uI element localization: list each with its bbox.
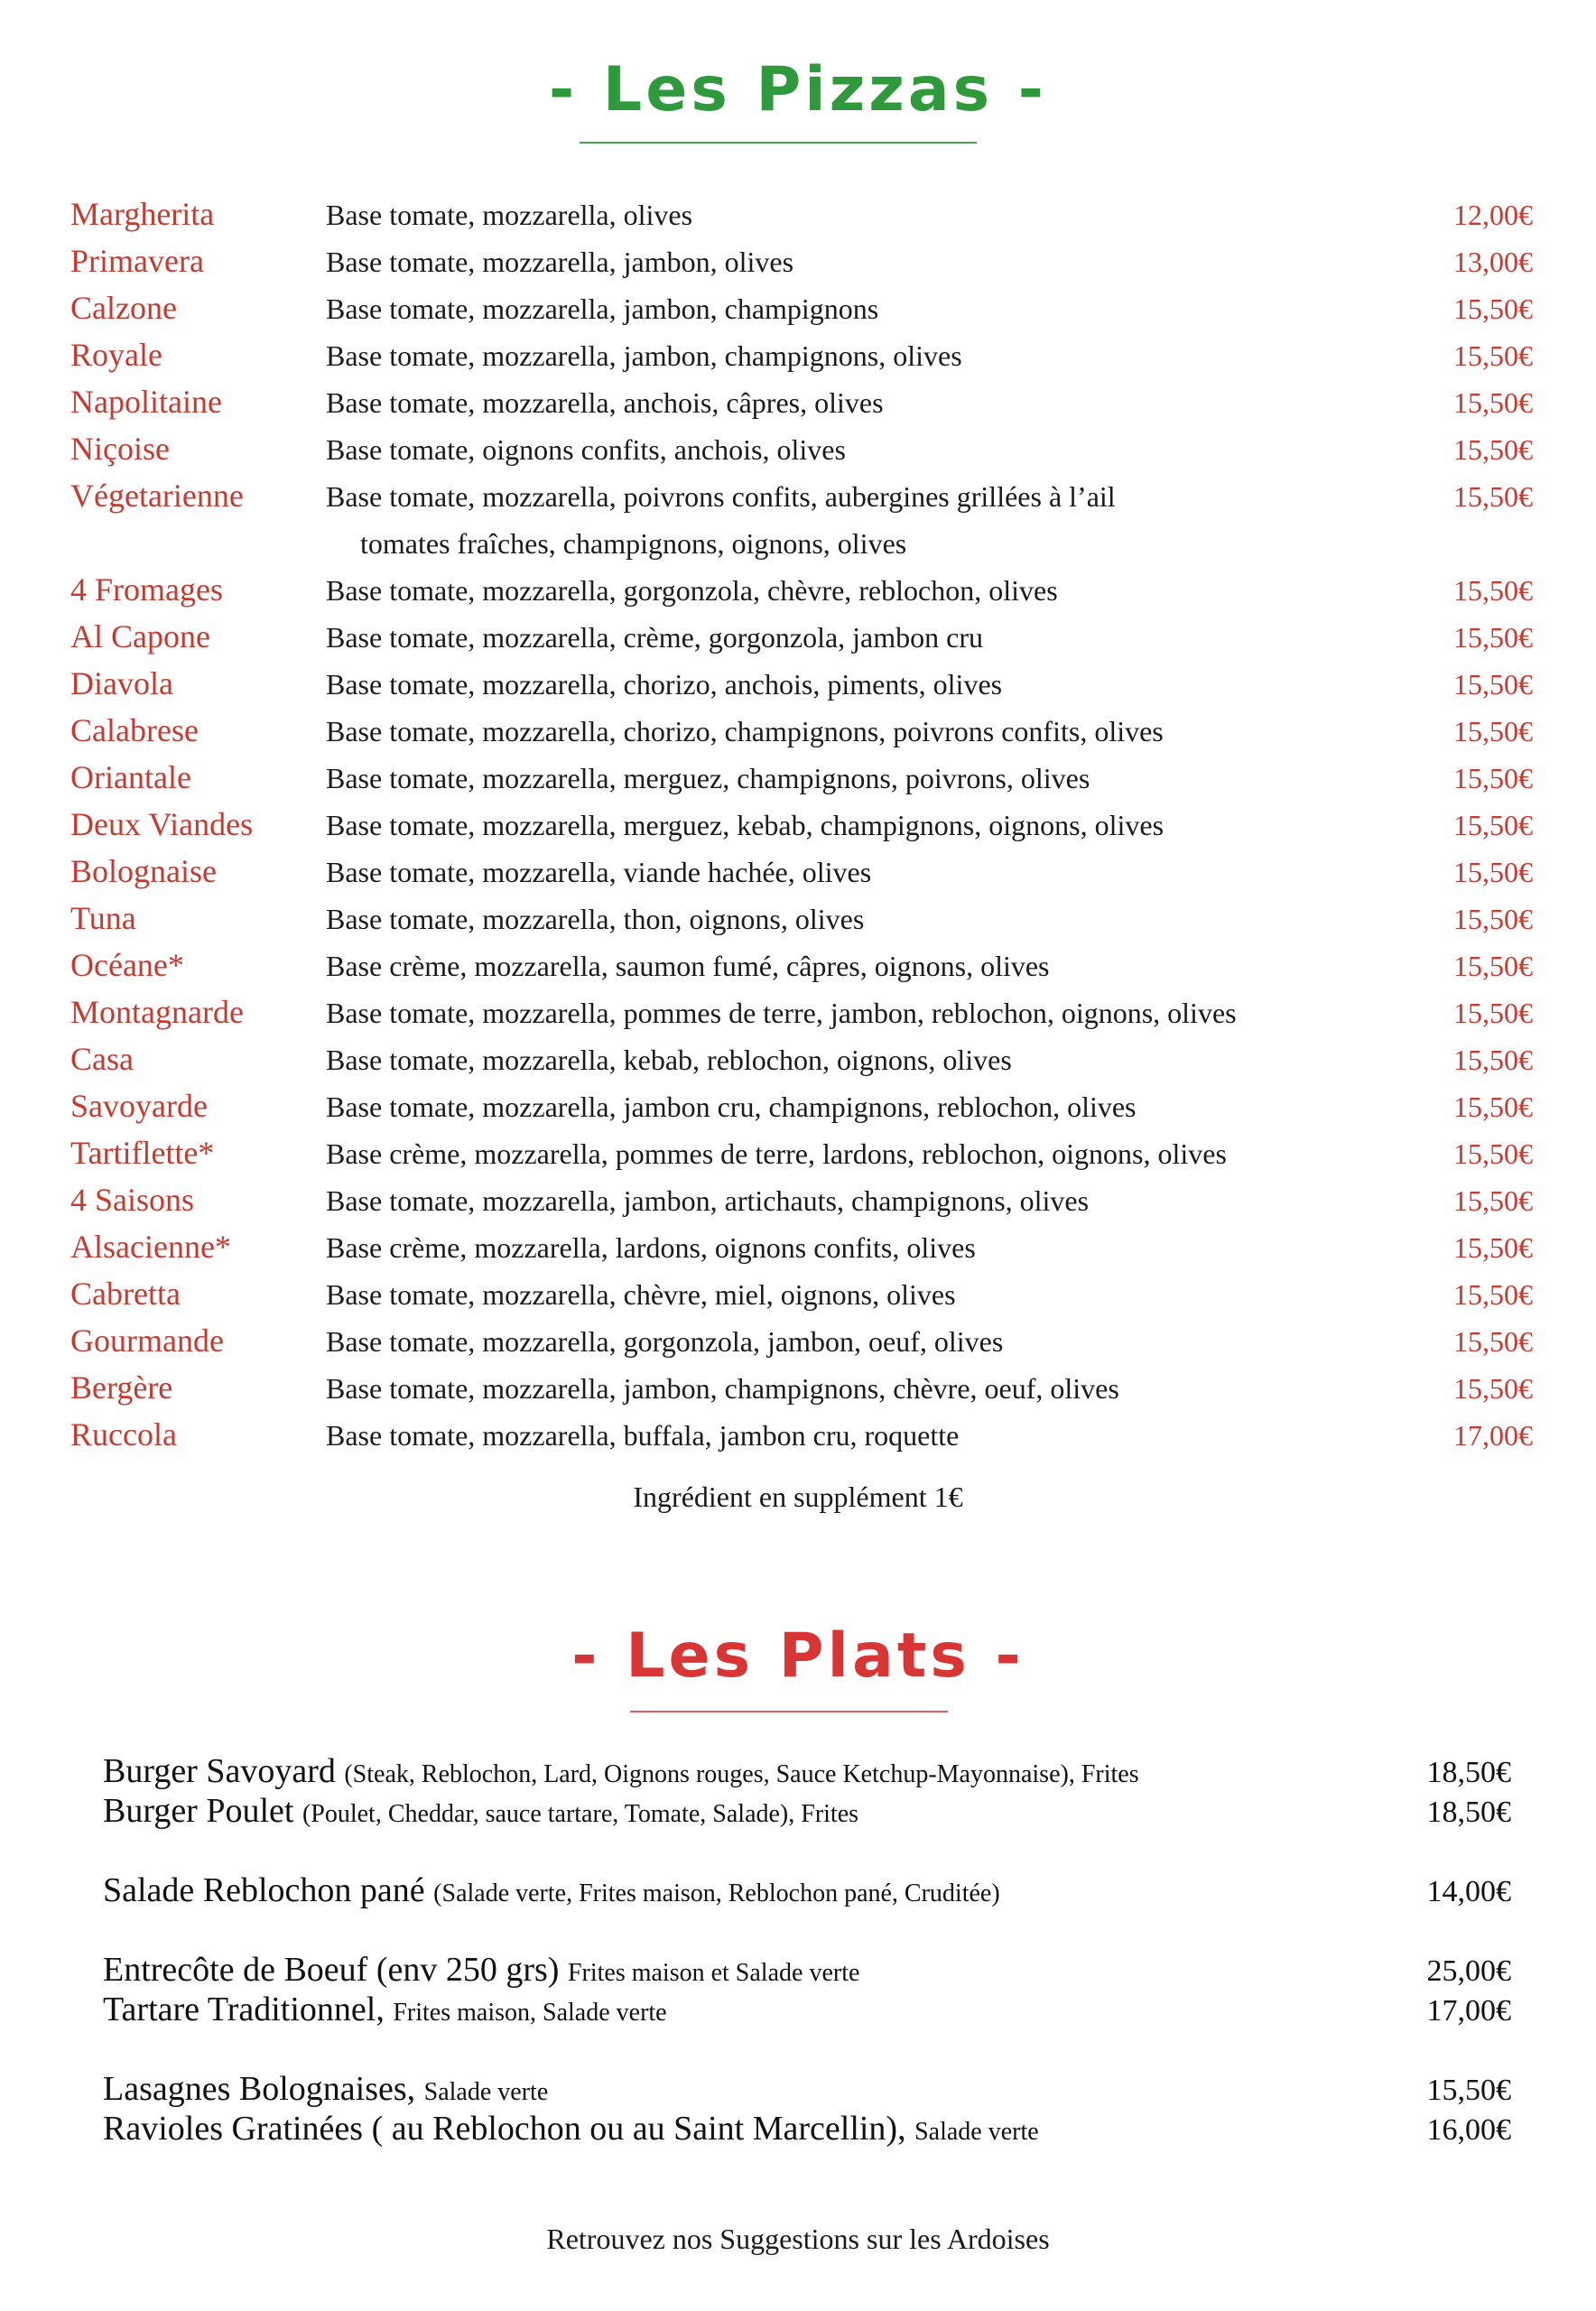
pizzas-title: - Les Pizzas - (548, 54, 1048, 125)
pizza-description-line: Base tomate, oignons confits, anchois, olives (326, 433, 846, 466)
supplement-note: Ingrédient en supplément 1€ (633, 1480, 963, 1513)
pizza-description-line: Base tomate, mozzarella, kebab, reblochon, oignons, olives (326, 1044, 1012, 1076)
pizza-price: 15,50€ (1453, 292, 1533, 325)
pizza-row (70, 1130, 1533, 1177)
plat-name: Lasagnes Bolognaises, (103, 2070, 424, 2108)
pizza-row (70, 942, 1533, 989)
plat-price: 15,50€ (1426, 2074, 1511, 2107)
plat-detail: Salade verte (914, 2118, 1039, 2146)
pizza-price: 15,50€ (1453, 1044, 1533, 1076)
plat-text (103, 2069, 1331, 2109)
plat-name: Entrecôte de Boeuf (env 250 grs) (103, 1951, 568, 1989)
pizza-name: Niçoise (70, 431, 170, 467)
pizza-description-line: Base tomate, mozzarella, jambon cru, champignons, reblochon, olives (326, 1091, 1137, 1123)
plat-price: 18,50€ (1426, 1796, 1511, 1829)
pizza-description-line: Base tomate, mozzarella, thon, oignons, olives (326, 903, 865, 935)
pizza-row (70, 896, 1533, 942)
pizza-name: Océane* (70, 947, 184, 983)
pizza-price: 15,50€ (1453, 574, 1533, 607)
pizza-description-line: Base tomate, mozzarella, olives (326, 199, 693, 231)
plat-row (103, 2109, 1511, 2149)
pizza-price: 17,00€ (1453, 1419, 1533, 1452)
pizza-row (70, 567, 1533, 614)
pizza-name: Ruccola (70, 1416, 177, 1452)
plats-title: - Les Plats - (571, 1620, 1025, 1692)
pizza-description-line: Base tomate, mozzarella, merguez, champignons, poivrons, olives (326, 762, 1090, 794)
pizza-price: 15,50€ (1453, 386, 1533, 419)
plat-price: 17,00€ (1426, 1994, 1511, 2028)
pizza-name: 4 Fromages (70, 571, 223, 608)
pizza-name: Al Capone (70, 618, 210, 654)
pizza-description-line: Base tomate, mozzarella, jambon, artichauts, champignons, olives (326, 1184, 1090, 1217)
pizza-description (326, 614, 1397, 661)
pizza-description (326, 1412, 1397, 1459)
pizza-row (70, 1224, 1533, 1271)
plat-name: Burger Poulet (103, 1792, 302, 1830)
pizza-description-line: Base tomate, mozzarella, crème, gorgonzola, jambon cru (326, 621, 983, 654)
plat-group (103, 2069, 1511, 2149)
pizza-description (326, 473, 1397, 567)
pizza-name: Montagnarde (70, 994, 244, 1030)
plat-name: Burger Savoyard (103, 1752, 345, 1790)
pizza-name: Margherita (70, 196, 215, 232)
plat-detail: Salade verte (423, 2078, 549, 2106)
pizza-name: Végetarienne (70, 478, 244, 514)
pizza-row (70, 473, 1533, 567)
pizza-row (70, 1365, 1533, 1412)
plat-text (103, 2109, 1331, 2149)
pizza-description-line: Base tomate, mozzarella, pommes de terre, jambon, reblochon, oignons, olives (326, 997, 1237, 1029)
pizza-price: 15,50€ (1453, 668, 1533, 701)
pizza-description-line: Base tomate, mozzarella, jambon, olives (326, 246, 794, 278)
plat-text (103, 1751, 1331, 1791)
pizza-description (326, 849, 1397, 896)
pizza-list (70, 191, 1533, 1459)
pizza-row (70, 1036, 1533, 1083)
pizza-price: 15,50€ (1453, 433, 1533, 466)
plat-detail: Frites maison, Salade verte (393, 1999, 667, 2027)
plat-detail: (Salade verte, Frites maison, Reblochon pané, Cruditée) (433, 1879, 1000, 1907)
pizza-description-line: Base crème, mozzarella, pommes de terre, lardons, reblochon, oignons, olives (326, 1137, 1227, 1170)
pizza-description-line: Base crème, mozzarella, saumon fumé, câpres, oignons, olives (326, 950, 1050, 982)
plat-name: Salade Reblochon pané (103, 1871, 434, 1909)
pizza-name: Bergère (70, 1369, 173, 1406)
pizza-row (70, 426, 1533, 473)
plat-price: 14,00€ (1426, 1875, 1511, 1908)
pizza-price: 15,50€ (1453, 997, 1533, 1029)
pizza-name: Bolognaise (70, 853, 217, 889)
pizza-description (326, 1083, 1397, 1130)
pizza-description-line: Base tomate, mozzarella, buffala, jambon cru, roquette (326, 1419, 960, 1452)
pizza-row (70, 1177, 1533, 1224)
plat-row (103, 1751, 1511, 1791)
plat-detail: (Steak, Reblochon, Lard, Oignons rouges, Sauce Ketchup-Mayonnaise), Frites (344, 1760, 1139, 1788)
pizza-name: Royale (70, 337, 162, 373)
plat-row (103, 1950, 1511, 1990)
plat-price: 25,00€ (1426, 1954, 1511, 1988)
pizza-description (326, 896, 1397, 942)
pizzas-title-underline (580, 142, 977, 144)
pizza-description (326, 1224, 1397, 1271)
pizza-description (326, 1318, 1397, 1365)
pizza-price: 15,50€ (1453, 809, 1533, 841)
pizza-row (70, 1412, 1533, 1459)
pizza-price: 15,50€ (1453, 480, 1533, 513)
plat-name: Ravioles Gratinées ( au Reblochon ou au Saint Marcellin), (103, 2110, 915, 2148)
pizza-name: Oriantale (70, 759, 191, 795)
pizza-price: 15,50€ (1453, 903, 1533, 935)
pizza-name: Casa (70, 1041, 134, 1077)
pizza-row (70, 614, 1533, 661)
pizza-description-line: Base tomate, mozzarella, jambon, champignons, olives (326, 339, 962, 372)
plats-list (103, 1751, 1511, 2188)
pizza-description-line: Base tomate, mozzarella, chorizo, champignons, poivrons confits, olives (326, 715, 1164, 747)
pizza-price: 15,50€ (1453, 1278, 1533, 1311)
pizza-row (70, 191, 1533, 238)
pizza-name: Calzone (70, 290, 177, 326)
pizza-description (326, 379, 1397, 426)
pizza-price: 15,50€ (1453, 1372, 1533, 1405)
plat-group (103, 1950, 1511, 2029)
pizza-name: Tartiflette* (70, 1135, 215, 1171)
pizza-price: 15,50€ (1453, 762, 1533, 794)
pizza-description-line: Base tomate, mozzarella, gorgonzola, jambon, oeuf, olives (326, 1325, 1004, 1358)
pizza-name: Napolitaine (70, 384, 222, 420)
pizza-description (326, 802, 1397, 849)
pizza-description (326, 1271, 1397, 1318)
pizza-name: Deux Viandes (70, 806, 254, 842)
pizza-price: 15,50€ (1453, 1325, 1533, 1358)
pizza-name: 4 Saisons (70, 1182, 195, 1218)
plat-row (103, 1870, 1511, 1910)
pizza-description-line: Base tomate, mozzarella, jambon, champignons (326, 292, 879, 325)
plat-price: 18,50€ (1426, 1756, 1511, 1789)
plat-row (103, 1990, 1511, 2029)
pizza-description-line: tomates fraîches, champignons, oignons, olives (360, 527, 907, 560)
plat-text (103, 1950, 1331, 1990)
pizza-description-line: Base tomate, mozzarella, viande hachée, olives (326, 856, 872, 888)
plat-group (103, 1751, 1511, 1831)
pizza-description (326, 1365, 1397, 1412)
pizza-description-line: Base tomate, mozzarella, chèvre, miel, oignons, olives (326, 1278, 956, 1311)
pizza-name: Savoyarde (70, 1088, 208, 1124)
pizza-price: 15,50€ (1453, 339, 1533, 372)
pizza-description-line: Base tomate, mozzarella, poivrons confits, aubergines grillées à l’ail (326, 480, 1116, 513)
plats-title-underline (630, 1711, 948, 1712)
pizza-name: Gourmande (70, 1323, 224, 1359)
pizza-price: 15,50€ (1453, 621, 1533, 654)
plat-name: Tartare Traditionnel, (103, 1991, 394, 2028)
pizza-description (326, 1036, 1397, 1083)
pizza-description-line: Base tomate, mozzarella, anchois, câpres, olives (326, 386, 884, 419)
pizza-description (326, 708, 1397, 755)
pizza-name: Alsacienne* (70, 1229, 231, 1265)
pizza-price: 15,50€ (1453, 1231, 1533, 1264)
plat-row (103, 2069, 1511, 2109)
pizza-name: Calabrese (70, 712, 199, 748)
pizza-description-line: Base tomate, mozzarella, chorizo, anchois, piments, olives (326, 668, 1003, 701)
pizza-description (326, 1177, 1397, 1224)
pizza-description (326, 661, 1397, 708)
pizza-row (70, 1318, 1533, 1365)
pizza-description (326, 942, 1397, 989)
plat-row (103, 1791, 1511, 1831)
pizza-name: Diavola (70, 665, 173, 701)
plat-detail: Frites maison et Salade verte (567, 1959, 860, 1987)
pizza-row (70, 1271, 1533, 1318)
pizza-description (326, 426, 1397, 473)
pizza-description (326, 755, 1397, 802)
pizza-description-line: Base tomate, mozzarella, jambon, champignons, chèvre, oeuf, olives (326, 1372, 1119, 1405)
pizza-price: 15,50€ (1453, 856, 1533, 888)
pizza-price: 15,50€ (1453, 1091, 1533, 1123)
pizza-description (326, 567, 1397, 614)
pizza-price: 15,50€ (1453, 950, 1533, 982)
pizza-row (70, 989, 1533, 1036)
pizza-name: Tuna (70, 900, 136, 936)
pizza-name: Primavera (70, 243, 204, 279)
pizza-description (326, 285, 1397, 332)
plat-text (103, 1990, 1331, 2029)
pizza-description-line: Base tomate, mozzarella, gorgonzola, chèvre, reblochon, olives (326, 574, 1058, 607)
pizza-row (70, 379, 1533, 426)
pizza-row (70, 238, 1533, 285)
pizza-row (70, 708, 1533, 755)
pizza-row (70, 849, 1533, 896)
pizza-description (326, 191, 1397, 238)
pizza-description (326, 332, 1397, 379)
plat-price: 16,00€ (1426, 2113, 1511, 2147)
pizza-price: 15,50€ (1453, 715, 1533, 747)
plat-detail: (Poulet, Cheddar, sauce tartare, Tomate, Salade), Frites (302, 1800, 859, 1828)
pizza-price: 15,50€ (1453, 1184, 1533, 1217)
pizza-row (70, 285, 1533, 332)
pizza-description-line: Base tomate, mozzarella, merguez, kebab, champignons, oignons, olives (326, 809, 1165, 841)
plat-text (103, 1791, 1331, 1831)
plat-group (103, 1870, 1511, 1910)
pizza-description (326, 989, 1397, 1036)
pizza-description (326, 238, 1397, 285)
pizza-row (70, 332, 1533, 379)
plat-text (103, 1870, 1331, 1910)
pizza-row (70, 1083, 1533, 1130)
pizza-name: Cabretta (70, 1276, 181, 1312)
pizza-price: 15,50€ (1453, 1137, 1533, 1170)
pizza-price: 12,00€ (1453, 199, 1533, 231)
pizza-description-line: Base crème, mozzarella, lardons, oignons confits, olives (326, 1231, 976, 1264)
pizza-row (70, 755, 1533, 802)
pizza-row (70, 661, 1533, 708)
pizza-row (70, 802, 1533, 849)
pizza-price: 13,00€ (1453, 246, 1533, 278)
pizza-description (326, 1130, 1397, 1177)
suggestions-footer: Retrouvez nos Suggestions sur les Ardoises (546, 2223, 1050, 2255)
